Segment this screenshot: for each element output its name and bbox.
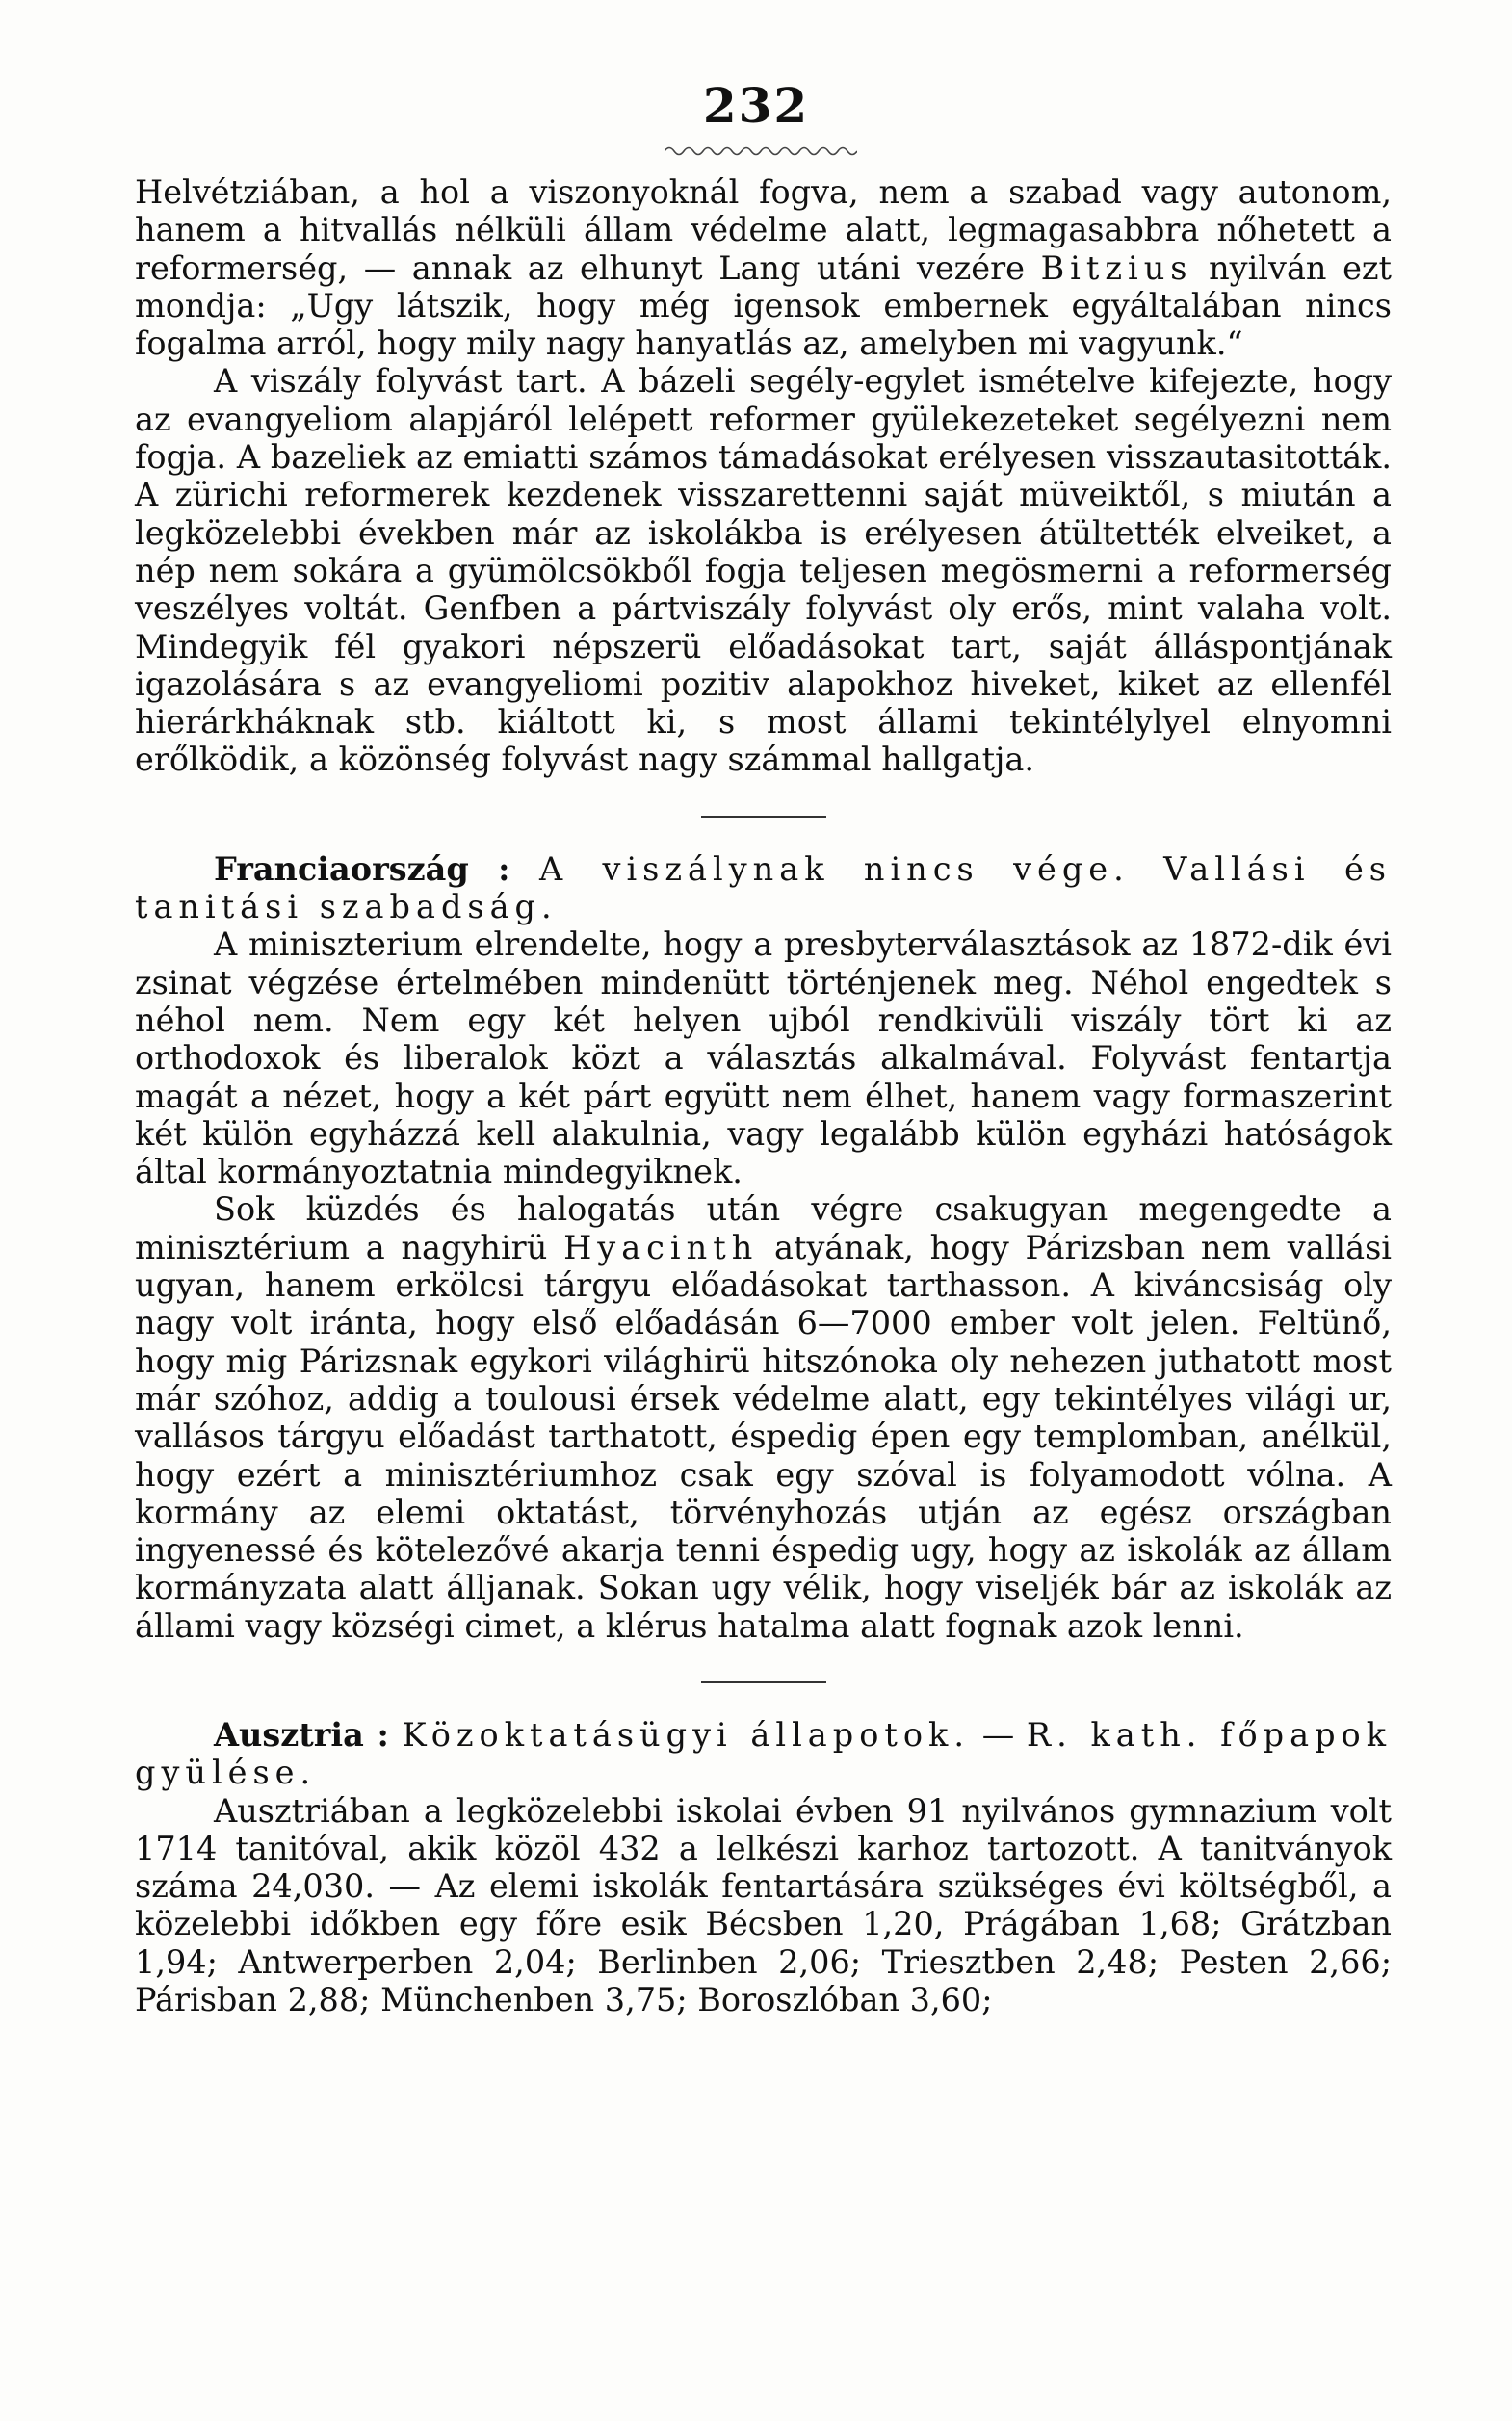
austria-paragraph-1: Ausztriában a legközelebbi iskolai évben 91 nyilvános gymnazium volt 1714 tanitóval, akik közöl 432 a lelkészi karhoz tartozott. A tanitványok száma 24,030. — Az elemi iskolák fentartására szükséges évi költségből, a közelebbi időkben egy főre esik Bécsben 1,20, Prágában 1,68; Grátzban 1,94; Antwerperben 2,04; Berlinben 2,06; Triesztben 2,48; Pesten 2,66; Párisban 2,88; Münchenben 3,75; Boroszlóban 3,60; [135, 1791, 1392, 2019]
dash: — [981, 1715, 1015, 1754]
france-heading [135, 850, 1392, 926]
switzerland-paragraph-2: A viszály folyvást tart. A bázeli segély-egylet ismételve kifejezte, hogy az evangyeliom alapjáról lelépett reformer gyülekezeteket segélyezni nem fogja. A bazeliek az emiatti számos támadásokat erélyesen visszautasitották. A zürichi reformerek kezdenek visszarettenni saját müveiktől, s miután a legközelebbi években már az iskolákba is erélyesen átültették elveiket, a nép nem sokára a gyümölcsökből fogja teljesen megösmerni a reformerség veszélyes voltát. Genfben a pártviszály folyvást oly erős, mint valaha volt. Mindegyik fél gyakori népszerü előadásokat tart, saját álláspontjának igazolására s az evangyeliomi pozitiv alapokhoz hiveket, kiket az ellenfél hierárkháknak stb. kiáltott ki, s most állami tekintélylyel elnyomni erőlködik, a közönség folyvást nagy számmal hallgatja. [135, 362, 1392, 779]
austria-topic-2: R. kath. főpapok gyülése. [135, 1715, 1393, 1792]
text-run: nyilván ezt mondja: „Ugy látszik, hogy még igensok embernek egyáltalában nincs fogalma arról, hogy mily nagy hanyatlás az, amelyben mi vagyunk.“ [135, 248, 1393, 363]
country-name-france: Franciaország [214, 849, 469, 888]
austria-heading [135, 1716, 1392, 1792]
wavy-ornament [665, 144, 857, 158]
section-divider [701, 816, 826, 818]
text-run: atyának, hogy Párizsban nem vallási ugyan, hanem erkölcsi tárgyu előadásokat tarthasson. A kiváncsiság oly nagy volt iránta, hogy első előadásán 6—7000 ember volt jelen. Feltünő, hogy mig Párizsnak egykori világhirü hitszónoka oly nehezen juthatott most már szóhoz, addig a toulousi érsek védelme alatt, egy tekintélyes világi ur, vallásos tárgyu előadást tarthatott, éspedig épen egy templomban, anélkül, hogy ezért a minisztériumhoz csak egy szóval is folyamodott vólna. A kormány az elemi oktatást, törvényhozás utján az egész országban ingyenessé és kötelezővé akarja tenni éspedig ugy, hogy az iskolák az állam kormányzata alatt álljanak. Sokan ugy vélik, hogy viseljék bár az iskolák az állami vagy községi cimet, a klérus hatalma alatt fognak azok lenni. [135, 1228, 1393, 1645]
colon: : [363, 1715, 403, 1754]
switzerland-paragraph-1 [135, 173, 1392, 362]
france-paragraph-2 [135, 1190, 1392, 1645]
page-number: 232 [702, 77, 810, 134]
austria-topic-1: Közoktatásügyi állapotok. [402, 1715, 970, 1754]
country-name-austria: Ausztria [214, 1715, 364, 1754]
person-name-bitzius: Bitzius [1040, 248, 1193, 287]
body-text [135, 173, 1392, 2018]
france-paragraph-1: A miniszterium elrendelte, hogy a presbyterválasztások az 1872-dik évi zsinat végzése értelmében mindenütt történjenek meg. Néhol engedtek s néhol nem. Nem egy két helyen ujból rendkivüli viszály tört ki az orthodoxok és liberalok közt a választás alkalmával. Folyvást fentartja magát a nézet, hogy a két párt együtt nem élhet, hanem vagy formaszerint két külön egyházzá kell alakulnia, vagy legalább külön egyházi hatóságok által kormányoztatnia mindegyiknek. [135, 925, 1392, 1191]
text-run: Helvétziában, a hol a viszonyoknál fogva, nem a szabad vagy autonom, hanem a hitvallás nélküli állam védelme alatt, legmagasabbra nőhetett a reformerség, — annak az elhunyt Lang utáni vezére [135, 173, 1392, 287]
colon: : [468, 849, 539, 888]
text-run: Sok küzdés és halogatás után végre csakugyan megengedte a minisztérium a nagyhirü [135, 1190, 1392, 1266]
france-topic: A viszálynak nincs vége. Vallási és tanitási szabadság. [135, 849, 1392, 926]
person-name-hyacinth: Hyacinth [563, 1228, 759, 1266]
section-divider [701, 1681, 826, 1683]
